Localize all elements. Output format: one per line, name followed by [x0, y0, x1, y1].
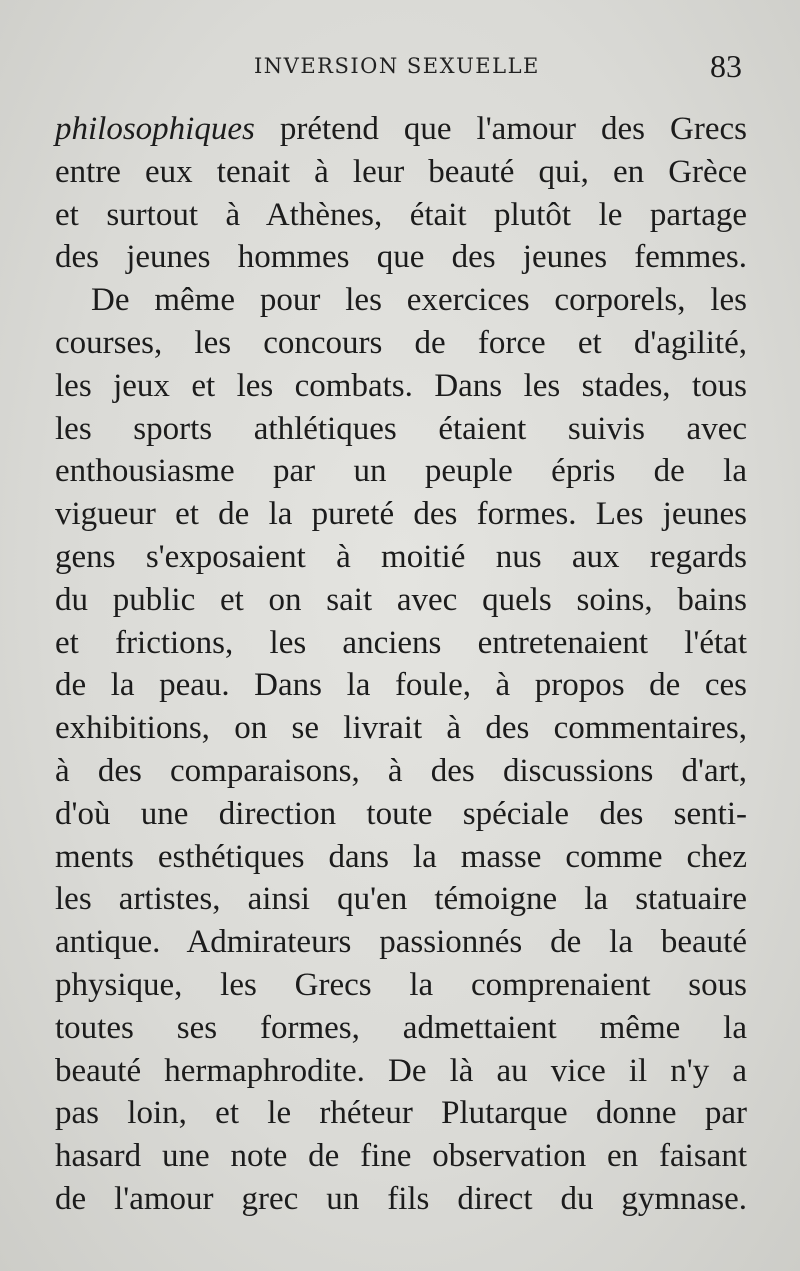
- text-line-paragraph-start: De même pour les exercices corporels, les: [91, 282, 747, 319]
- italic-word: philosophiques: [55, 111, 255, 147]
- text-line: à des comparaisons, à des discussions d'art,: [55, 752, 747, 789]
- text-line: exhibitions, on se livrait à des commentaires,: [55, 710, 747, 747]
- text-line: des jeunes hommes que des jeunes femmes.: [55, 239, 747, 276]
- text-line: vigueur et de la pureté des formes. Les jeunes: [55, 496, 747, 533]
- text-line: les artistes, ainsi qu'en témoigne la statuaire: [55, 881, 747, 918]
- text-line: et frictions, les anciens entretenaient l'état: [55, 624, 747, 661]
- text-line: courses, les concours de force et d'agilité,: [55, 324, 747, 361]
- text-line: les sports athlétiques étaient suivis avec: [55, 410, 747, 447]
- text-line: pas loin, et le rhéteur Plutarque donne par: [55, 1095, 747, 1132]
- text-line: physique, les Grecs la comprenaient sous: [55, 966, 747, 1003]
- text-line-content: prétend que l'amour des Grecs: [254, 111, 747, 147]
- text-line: entre eux tenait à leur beauté qui, en Grèce: [55, 153, 747, 190]
- text-line: gens s'exposaient à moitié nus aux regards: [55, 538, 747, 575]
- text-line: beauté hermaphrodite. De là au vice il n'y a: [55, 1052, 747, 1089]
- text-line: hasard une note de fine observation en faisant: [55, 1138, 747, 1175]
- text-line: enthousiasme par un peuple épris de la: [55, 453, 747, 490]
- page-header: [0, 44, 800, 88]
- text-line: les jeux et les combats. Dans les stades, tous: [55, 367, 747, 404]
- text-line: d'où une direction toute spéciale des senti-: [55, 795, 747, 832]
- text-line: antique. Admirateurs passionnés de la beauté: [55, 924, 747, 961]
- text-line: toutes ses formes, admettaient même la: [55, 1009, 747, 1046]
- text-line: du public et on sait avec quels soins, bains: [55, 581, 747, 618]
- text-line: de la peau. Dans la foule, à propos de ces: [55, 667, 747, 704]
- page-number: 83: [710, 48, 742, 84]
- text-line: ments esthétiques dans la masse comme chez: [55, 838, 747, 875]
- body-text: [55, 108, 747, 1221]
- running-head: INVERSION SEXUELLE: [254, 54, 540, 78]
- text-line: de l'amour grec un fils direct du gymnase.: [55, 1180, 747, 1217]
- text-line: et surtout à Athènes, était plutôt le partage: [55, 196, 747, 233]
- text-line: [55, 108, 747, 151]
